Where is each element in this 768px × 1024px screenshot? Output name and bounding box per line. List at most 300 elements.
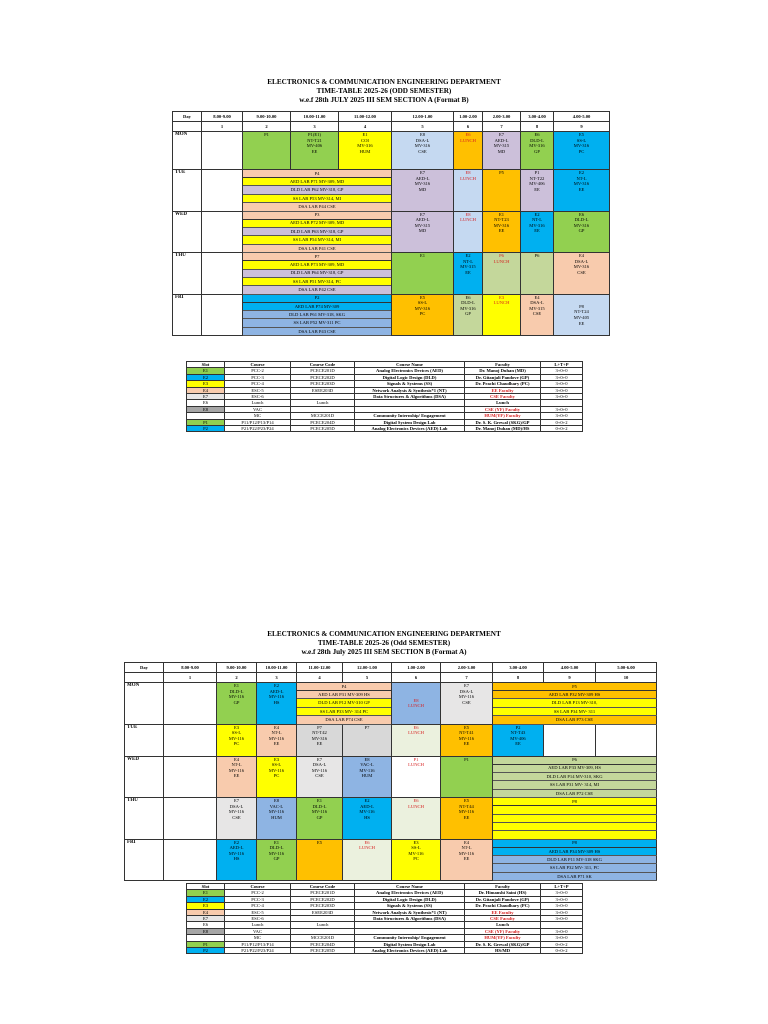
slot-swatch: P2 (187, 425, 225, 431)
legend-cell: ESEE203D (291, 909, 355, 915)
lunch-cell: E8 LUNCH (454, 170, 483, 212)
timetable-cell: E1 DLD-L MV-116 GP (257, 839, 297, 881)
empty-cell (202, 170, 243, 212)
lab-group-label: P3 (243, 211, 392, 219)
lab-group-label: P4 (243, 170, 392, 178)
lab-entry: DLD LAB P12 MV-310 GP (297, 699, 392, 707)
timetable-cell: P7 NT-T42 MV-316 EE (297, 724, 343, 756)
timetable-cell: E5 NT-T41 MV-116 EE (441, 724, 493, 756)
slot-swatch: E1 (187, 890, 225, 896)
legend-cell: 3+0+0 (541, 374, 583, 380)
lab-entry: AED LAB P33 MV-309, HS (493, 764, 657, 772)
legend-cell: Dr. Gitanjali Pandove (GP) (465, 896, 541, 902)
slot-number: 9 (544, 673, 596, 683)
lab-group-label: P4 (297, 683, 392, 691)
slot-number: 3 (291, 122, 339, 132)
department-title: ELECTRONICS & COMMUNICATION ENGINEERING DEPARTMENT (267, 78, 501, 86)
slot-number: 6 (454, 122, 483, 132)
legend-cell: Signals & Systems (SS) (355, 381, 465, 387)
timetable-cell: E3 SS-L MV-116 PC (257, 756, 297, 798)
legend-cell: CSE Faculty (465, 393, 541, 399)
lab-entry (493, 822, 657, 830)
slot-swatch: E4 (187, 387, 225, 393)
legend-cell: PCECE203D (291, 381, 355, 387)
timetable-cell: E6 DLD-L MV-316 GP (554, 211, 610, 253)
timetable-cell: E4 DSA-L MV-316 CSE (554, 253, 610, 295)
legend-cell: Analog Electronics Devices (AED) (355, 890, 465, 896)
legend-cell: 3+0+0 (541, 915, 583, 921)
timetable-cell: E2 AED-L MV-116 HS (343, 798, 392, 840)
slot-number: 3 (257, 673, 297, 683)
lab-entry (493, 831, 657, 839)
slot-number: 8 (493, 673, 544, 683)
legend-cell: Analog Electronics Devices (AED) (355, 368, 465, 374)
legend-cell: 0+0+2 (541, 425, 583, 431)
day-row-thu (173, 253, 610, 261)
slot-number: 6 (392, 673, 441, 683)
empty-cell (164, 798, 217, 840)
lab-entry (493, 814, 657, 822)
timetable-cell: E5 NT-T44 MV-116 EE (441, 798, 493, 840)
empty-cell (202, 211, 243, 253)
legend-cell: 3+0+0 (541, 393, 583, 399)
legend-cell: Lunch (291, 400, 355, 406)
timetable-title: TIME-TABLE 2025-26 (Odd SEMESTER) (317, 639, 451, 647)
slot-swatch: E8 (187, 406, 225, 412)
legend-cell: MC (225, 935, 291, 941)
lab-entry: SS LAB P54 MV-314, MI (243, 236, 392, 244)
timetable-cell: E8 DSA-L MV-316 CSE (392, 132, 454, 170)
legend-cell: 3+0+0 (541, 368, 583, 374)
legend-cell: Network Analysis & Synthesis*1 (NT) (355, 387, 465, 393)
day-label: FRI (125, 839, 164, 881)
timetable-cell: E7 DSA-L MV-116 CSE (441, 683, 493, 725)
empty-cell (202, 294, 243, 336)
timetable-b-header (0, 630, 768, 657)
legend-header: Faculty (465, 884, 541, 890)
legend-cell: 3+0+0 (541, 890, 583, 896)
timetable-cell: E1 NT-T23 MV-316 EE (483, 211, 521, 253)
day-header: Day (173, 112, 202, 122)
time-header: 8.00-9.00 (164, 663, 217, 673)
legend-cell: 3+0+0 (541, 909, 583, 915)
legend-cell: PCECE203D (291, 903, 355, 909)
lab-group-label: P7 (243, 253, 392, 261)
legend-header: Course Name (355, 362, 465, 368)
legend-cell: ESC-6 (225, 393, 291, 399)
timetable-a-header (0, 78, 768, 105)
department-title: ELECTRONICS & COMMUNICATION ENGINEERING DEPARTMENT (267, 630, 501, 638)
legend-cell: 0+0+2 (541, 947, 583, 953)
slot-number: 2 (243, 122, 291, 132)
timetable-cell: P2 NT-T43 MV-406 EE (493, 724, 544, 756)
lab-entry: SS LAB P33 MV- 314 PC (297, 707, 392, 715)
slot-swatch: E1 (187, 368, 225, 374)
lunch-cell: E6 LUNCH (392, 724, 441, 756)
day-row-thu (125, 798, 657, 806)
lab-group-label: P2 (243, 294, 392, 302)
lab-entry: SS LAB P53 MV-314, MI (243, 194, 392, 202)
time-header: 4.00-5.00 (554, 112, 610, 122)
legend-cell: PCC-3 (225, 896, 291, 902)
timetable-cell: E5 SS-L MV-316 PC (392, 294, 454, 336)
lab-entry: AED LAB P32 MV-309 HS (493, 691, 657, 699)
legend-cell: CSE (YF) Faculty (465, 406, 541, 412)
timetable-cell: E1 DLD-L MV-116 GP (217, 683, 257, 725)
time-header: 11.00-12.00 (297, 663, 343, 673)
slot-swatch: E3 (187, 903, 225, 909)
legend-cell: EE Faculty (465, 387, 541, 393)
lab-entry: DLD LAB P64 MV-318, GP (243, 269, 392, 277)
day-header: Day (125, 663, 164, 673)
day-row-tue (125, 724, 657, 756)
legend-cell: 0+0+2 (541, 419, 583, 425)
slot-number: 4 (297, 673, 343, 683)
timetable-cell: P6 (521, 253, 554, 295)
slot-number: 1 (164, 673, 217, 683)
timetable-cell: E2 AED-L MV-116 HS (217, 839, 257, 881)
slot-swatch: P1 (187, 419, 225, 425)
timetable-a (172, 111, 610, 336)
day-label: TUE (173, 170, 202, 212)
lab-entry: AED LAB P72 MV-309, MD (243, 219, 392, 227)
legend-cell: 3+0+0 (541, 928, 583, 934)
time-header: 2.00-3.00 (441, 663, 493, 673)
empty-cell (596, 724, 657, 756)
legend-header: L+T+P (541, 884, 583, 890)
timetable-cell: E4 NT-L MV-116 EE (441, 839, 493, 881)
slot-swatch: E2 (187, 896, 225, 902)
legend-header: Slot (187, 362, 225, 368)
timetable-cell: E2 NT-L MV-316 EE (521, 211, 554, 253)
effective-date: w.e.f 28th July 2025 III SEM SECTION B (Format A) (301, 648, 467, 656)
course-legend-a (186, 361, 583, 432)
empty-cell (164, 724, 217, 756)
timetable-cell: E4 DSA-L MV-315 CSE (521, 294, 554, 336)
effective-date: w.e.f 28th JULY 2025 III SEM SECTION A (Format B) (299, 96, 469, 104)
time-header: 1.00-2.00 (454, 112, 483, 122)
legend-cell: PCC-2 (225, 368, 291, 374)
timetable-cell: E6 DLD-L MV-316 GP (454, 294, 483, 336)
timetable-cell: E4 NT-L MV-116 EE (257, 724, 297, 756)
slot-number: 7 (441, 673, 493, 683)
legend-cell: 3+0+0 (541, 387, 583, 393)
legend-cell: PCC-2 (225, 890, 291, 896)
time-header: 3.00-4.00 (521, 112, 554, 122)
lab-entry: DSA LAB P41 CSE (243, 244, 392, 252)
legend-body (187, 890, 583, 954)
legend-cell: Lunch (225, 922, 291, 928)
timetable-cell: E7 DSA-L MV-116 CSE (217, 798, 257, 840)
legend-cell: PCECE202D (291, 374, 355, 380)
lab-entry: SS LAB P51 MV-314, PC (243, 277, 392, 285)
legend-cell: MC (225, 413, 291, 419)
legend-cell: CSE Faculty (465, 915, 541, 921)
empty-cell (164, 683, 217, 725)
timetable-cell: E2 AED-L MV-116 HS (257, 683, 297, 725)
lab-entry: SS LAB P31 MV- 314, MI (493, 781, 657, 789)
legend-cell: Digital Logic Design (DLD) (355, 896, 465, 902)
slot-number: 8 (521, 122, 554, 132)
lab-group-label: P8 (493, 839, 657, 847)
empty-cell (164, 756, 217, 798)
legend-cell: PCC-3 (225, 374, 291, 380)
slot-swatch: E6 (187, 922, 225, 928)
legend-row (187, 947, 583, 953)
legend-row (187, 941, 583, 947)
legend-header: Course Name (355, 884, 465, 890)
lunch-cell: E8 LUNCH (454, 211, 483, 253)
legend-cell: PCECE201D (291, 890, 355, 896)
legend-cell: MCCE201D (291, 935, 355, 941)
lab-entry: SS LAB P52 MV-311 PC (243, 319, 392, 327)
legend-cell: PCECE201D (291, 368, 355, 374)
lab-entry: DSA LAB P43 CSE (243, 327, 392, 335)
legend-cell: EE Faculty (465, 909, 541, 915)
timetable-cell: P8 NT-T24 MV-405 EE (554, 294, 610, 336)
time-header: 5.00-6.00 (596, 663, 657, 673)
legend-cell: Lunch (225, 400, 291, 406)
legend-cell: Digital System Design Lab (355, 419, 465, 425)
day-label: THU (173, 253, 202, 295)
legend-cell: PCECE202D (291, 896, 355, 902)
timetable-cell: P1 NT-T22 MV-406 EE (521, 170, 554, 212)
slot-number: 4 (339, 122, 392, 132)
day-label: WED (125, 756, 164, 798)
timetable-cell: E1 DLD-L MV-116 GP (297, 798, 343, 840)
time-header: 8.00-9.00 (202, 112, 243, 122)
legend-cell: Dr. Prachi Chaudhary (PC) (465, 381, 541, 387)
legend-cell: P11/P12/P13/P14 (225, 419, 291, 425)
day-row-wed (125, 756, 657, 764)
legend-cell: PCECE205D (291, 425, 355, 431)
legend-cell: Digital Logic Design (DLD) (355, 374, 465, 380)
lab-entry: DLD LAB P11 MV-318 SKG (493, 856, 657, 864)
legend-cell: Lunch (291, 922, 355, 928)
legend-cell: 3+0+0 (541, 903, 583, 909)
legend-header: Slot (187, 884, 225, 890)
legend-cell: Dr. Prachi Chaudhary (PC) (465, 903, 541, 909)
legend-cell: PCC-4 (225, 381, 291, 387)
timetable-title: TIME-TABLE 2025-26 (ODD SEMESTER) (316, 87, 452, 95)
day-label: WED (173, 211, 202, 253)
lab-entry: SS LAB P34 MV- 311 (493, 707, 657, 715)
lab-entry: DSA LAB P72 CSE (493, 789, 657, 797)
time-header: 4.00-5.00 (544, 663, 596, 673)
slot-swatch: E6 (187, 400, 225, 406)
time-header: 10.00-11.00 (257, 663, 297, 673)
lab-entry: DSA LAB P44 CSE (243, 203, 392, 211)
lab-entry: DSA LAB P73 CSE (493, 716, 657, 724)
time-header: 12.00-1.00 (343, 663, 392, 673)
lab-entry: DLD LAB P13 MV-310, (493, 699, 657, 707)
timetable-cell: E8 VAC-L MV-116 HUM (257, 798, 297, 840)
lab-entry: DLD LAB P14 MV-310, SKG (493, 772, 657, 780)
empty-cell (202, 132, 243, 170)
legend-cell: ESC-6 (225, 915, 291, 921)
legend-cell: PCECE204D (291, 941, 355, 947)
legend-cell: Dr. S. K. Grewal (SKG)/GP (465, 941, 541, 947)
timetable-cell: E2 NT-L MV-315 EE (454, 253, 483, 295)
legend-cell: HS/MD (465, 947, 541, 953)
legend-header: Course Code (291, 884, 355, 890)
timetable-cell: E1 COI MV-316 HUM (339, 132, 392, 170)
legend-cell: CSE (YF) Faculty (465, 928, 541, 934)
day-row-fri (125, 839, 657, 847)
lunch-cell: P1 LUNCH (392, 756, 441, 798)
legend-cell: 3+0+0 (541, 406, 583, 412)
day-row-tue (173, 170, 610, 178)
legend-cell: MCCE201D (291, 413, 355, 419)
legend-cell: 3+0+0 (541, 896, 583, 902)
slot-number: 2 (217, 673, 257, 683)
legend-cell: Data Structures & Algorithms (DSA) (355, 915, 465, 921)
legend-cell: 3+0+0 (541, 413, 583, 419)
slot-swatch: E7 (187, 915, 225, 921)
slot-number: 10 (596, 673, 657, 683)
timetable-cell: E3 SS-L MV-116 PC (217, 724, 257, 756)
day-label: MON (125, 683, 164, 725)
legend-cell: ESEE203D (291, 387, 355, 393)
timetable-cell: P1 (441, 756, 493, 798)
lab-entry: DSA LAB P74 CSE (297, 716, 392, 724)
lab-entry: AED LAB P71 MV-309, MD (243, 178, 392, 186)
lab-entry: AED LAB P31 MV-309 HS (297, 691, 392, 699)
lab-entry: DSA LAB P71 SK (493, 872, 657, 880)
day-row-mon (173, 132, 610, 170)
slot-swatch: E8 (187, 928, 225, 934)
timetable-cell: P1(E1) NT-T21 MV-406 EE (291, 132, 339, 170)
legend-cell: ESC-5 (225, 387, 291, 393)
legend-cell: HUM(YF) Faculty (465, 935, 541, 941)
timetable-cell: E7 AED-L MV-316 MD (392, 170, 454, 212)
timetable-cell: E8 VAC-L MV-116 HUM (343, 756, 392, 798)
empty-cell (164, 839, 217, 881)
legend-cell: Network Analysis & Synthesis*1 (NT) (355, 909, 465, 915)
legend-cell: ESC-5 (225, 909, 291, 915)
legend-cell: Dr. Manoj Duhan (MD)/HS (465, 425, 541, 431)
slot-number: 5 (343, 673, 392, 683)
course-legend-b (186, 883, 583, 954)
day-row-wed (173, 211, 610, 219)
legend-cell: Dr. Gitanjali Pandove (GP) (465, 374, 541, 380)
legend-cell: Dr. Manoj Duhan (MD) (465, 368, 541, 374)
lab-entry: DLD LAB P63 MV-318, GP (243, 227, 392, 235)
lab-group-label: P8 (493, 798, 657, 806)
lab-entry: DLD LAB P61 MV-318, SKG (243, 311, 392, 319)
timetable-cell: E7 AED-L MV-315 MD (483, 132, 521, 170)
legend-cell: PCECE205D (291, 947, 355, 953)
legend-header: L+T+P (541, 362, 583, 368)
legend-header: Faculty (465, 362, 541, 368)
legend-cell: Community Internship/ Engagement (355, 935, 465, 941)
lunch-cell: E8 LUNCH (392, 683, 441, 725)
legend-cell: Digital System Design Lab (355, 941, 465, 947)
timetable-cell: E2 NT-L MV-316 EE (554, 170, 610, 212)
day-label: THU (125, 798, 164, 840)
legend-row (187, 425, 583, 431)
legend-cell: PCECE204D (291, 419, 355, 425)
lab-entry: AED LAB P74 MV-309 (243, 302, 392, 310)
legend-cell: Signals & Systems (SS) (355, 903, 465, 909)
legend-cell: Lunch (465, 922, 541, 928)
legend-cell: PCC-4 (225, 903, 291, 909)
lab-entry: DSA LAB P42 CSE (243, 286, 392, 294)
empty-cell (544, 724, 596, 756)
lunch-cell: E6 LUNCH (343, 839, 392, 881)
legend-cell: P21/P22/P23/P24 (225, 947, 291, 953)
time-header: 1.00-2.00 (392, 663, 441, 673)
day-label: MON (173, 132, 202, 170)
time-header: 2.00-3.00 (483, 112, 521, 122)
timetable-cell: E7 AED-L MV-315 MD (392, 211, 454, 253)
lab-entry: AED LAB P73 MV-309, MD (243, 261, 392, 269)
legend-cell: P11/P12/P13/P14 (225, 941, 291, 947)
legend-body (187, 368, 583, 432)
time-header: 11.00-12.00 (339, 112, 392, 122)
legend-cell: Dr. Himanshi Saini (HS) (465, 890, 541, 896)
lab-entry: SS LAB P32 MV- 311, PC (493, 864, 657, 872)
day-row-fri (173, 294, 610, 302)
empty-cell (202, 253, 243, 295)
lab-group-label: P6 (493, 756, 657, 764)
time-header: 12.00-1.00 (392, 112, 454, 122)
time-header: 3.00-4.00 (493, 663, 544, 673)
timetable-cell: P5 (483, 170, 521, 212)
timetable-cell: E5 (297, 839, 343, 881)
legend-cell: Analog Electronics Devices (AED) Lab (355, 425, 465, 431)
legend-cell: Lunch (465, 400, 541, 406)
slot-swatch: E7 (187, 393, 225, 399)
lab-entry (493, 806, 657, 814)
legend-header: Course Code (291, 362, 355, 368)
time-header: 9.00-10.00 (243, 112, 291, 122)
legend-cell: 0+0+2 (541, 941, 583, 947)
slot-number: 7 (483, 122, 521, 132)
legend-header: Course (225, 362, 291, 368)
lunch-cell: E6 LUNCH (454, 132, 483, 170)
lunch-cell: E3 LUNCH (483, 294, 521, 336)
day-row-mon (125, 683, 657, 691)
timetable-cell: E3 SS-L MV-116 PC (392, 839, 441, 881)
slot-swatch: P1 (187, 941, 225, 947)
timetable-cell: E1 (392, 253, 454, 295)
lunch-cell: P6 LUNCH (483, 253, 521, 295)
time-header: 9.00-10.00 (217, 663, 257, 673)
legend-cell: HUM(YF) Faculty (465, 413, 541, 419)
slot-number: 1 (202, 122, 243, 132)
legend-cell: Dr. S. K. Grewal (SKG)/GP (465, 419, 541, 425)
legend-cell: 3+0+0 (541, 935, 583, 941)
slot-swatch: E4 (187, 909, 225, 915)
slot-swatch: E3 (187, 381, 225, 387)
slot-swatch: P2 (187, 947, 225, 953)
day-label: FRI (173, 294, 202, 336)
timetable-cell: E6 DLD-L MV-316 GP (521, 132, 554, 170)
legend-cell: Data Structures & Algorithms (DSA) (355, 393, 465, 399)
timetable-cell: P7 (343, 724, 392, 756)
timetable-cell: E5 SS-L MV-316 PC (554, 132, 610, 170)
legend-header: Course (225, 884, 291, 890)
lab-entry: AED LAB P34 MV-309 HS (493, 847, 657, 855)
legend-cell: VAC (225, 928, 291, 934)
timetable-b (124, 662, 657, 881)
lab-entry: DLD LAB P62 MV-318, GP (243, 186, 392, 194)
slot-swatch: E2 (187, 374, 225, 380)
timetable-cell: E7 DSA-L MV-116 CSE (297, 756, 343, 798)
legend-cell: VAC (225, 406, 291, 412)
timetable-cell: E4 NT-L MV-116 EE (217, 756, 257, 798)
